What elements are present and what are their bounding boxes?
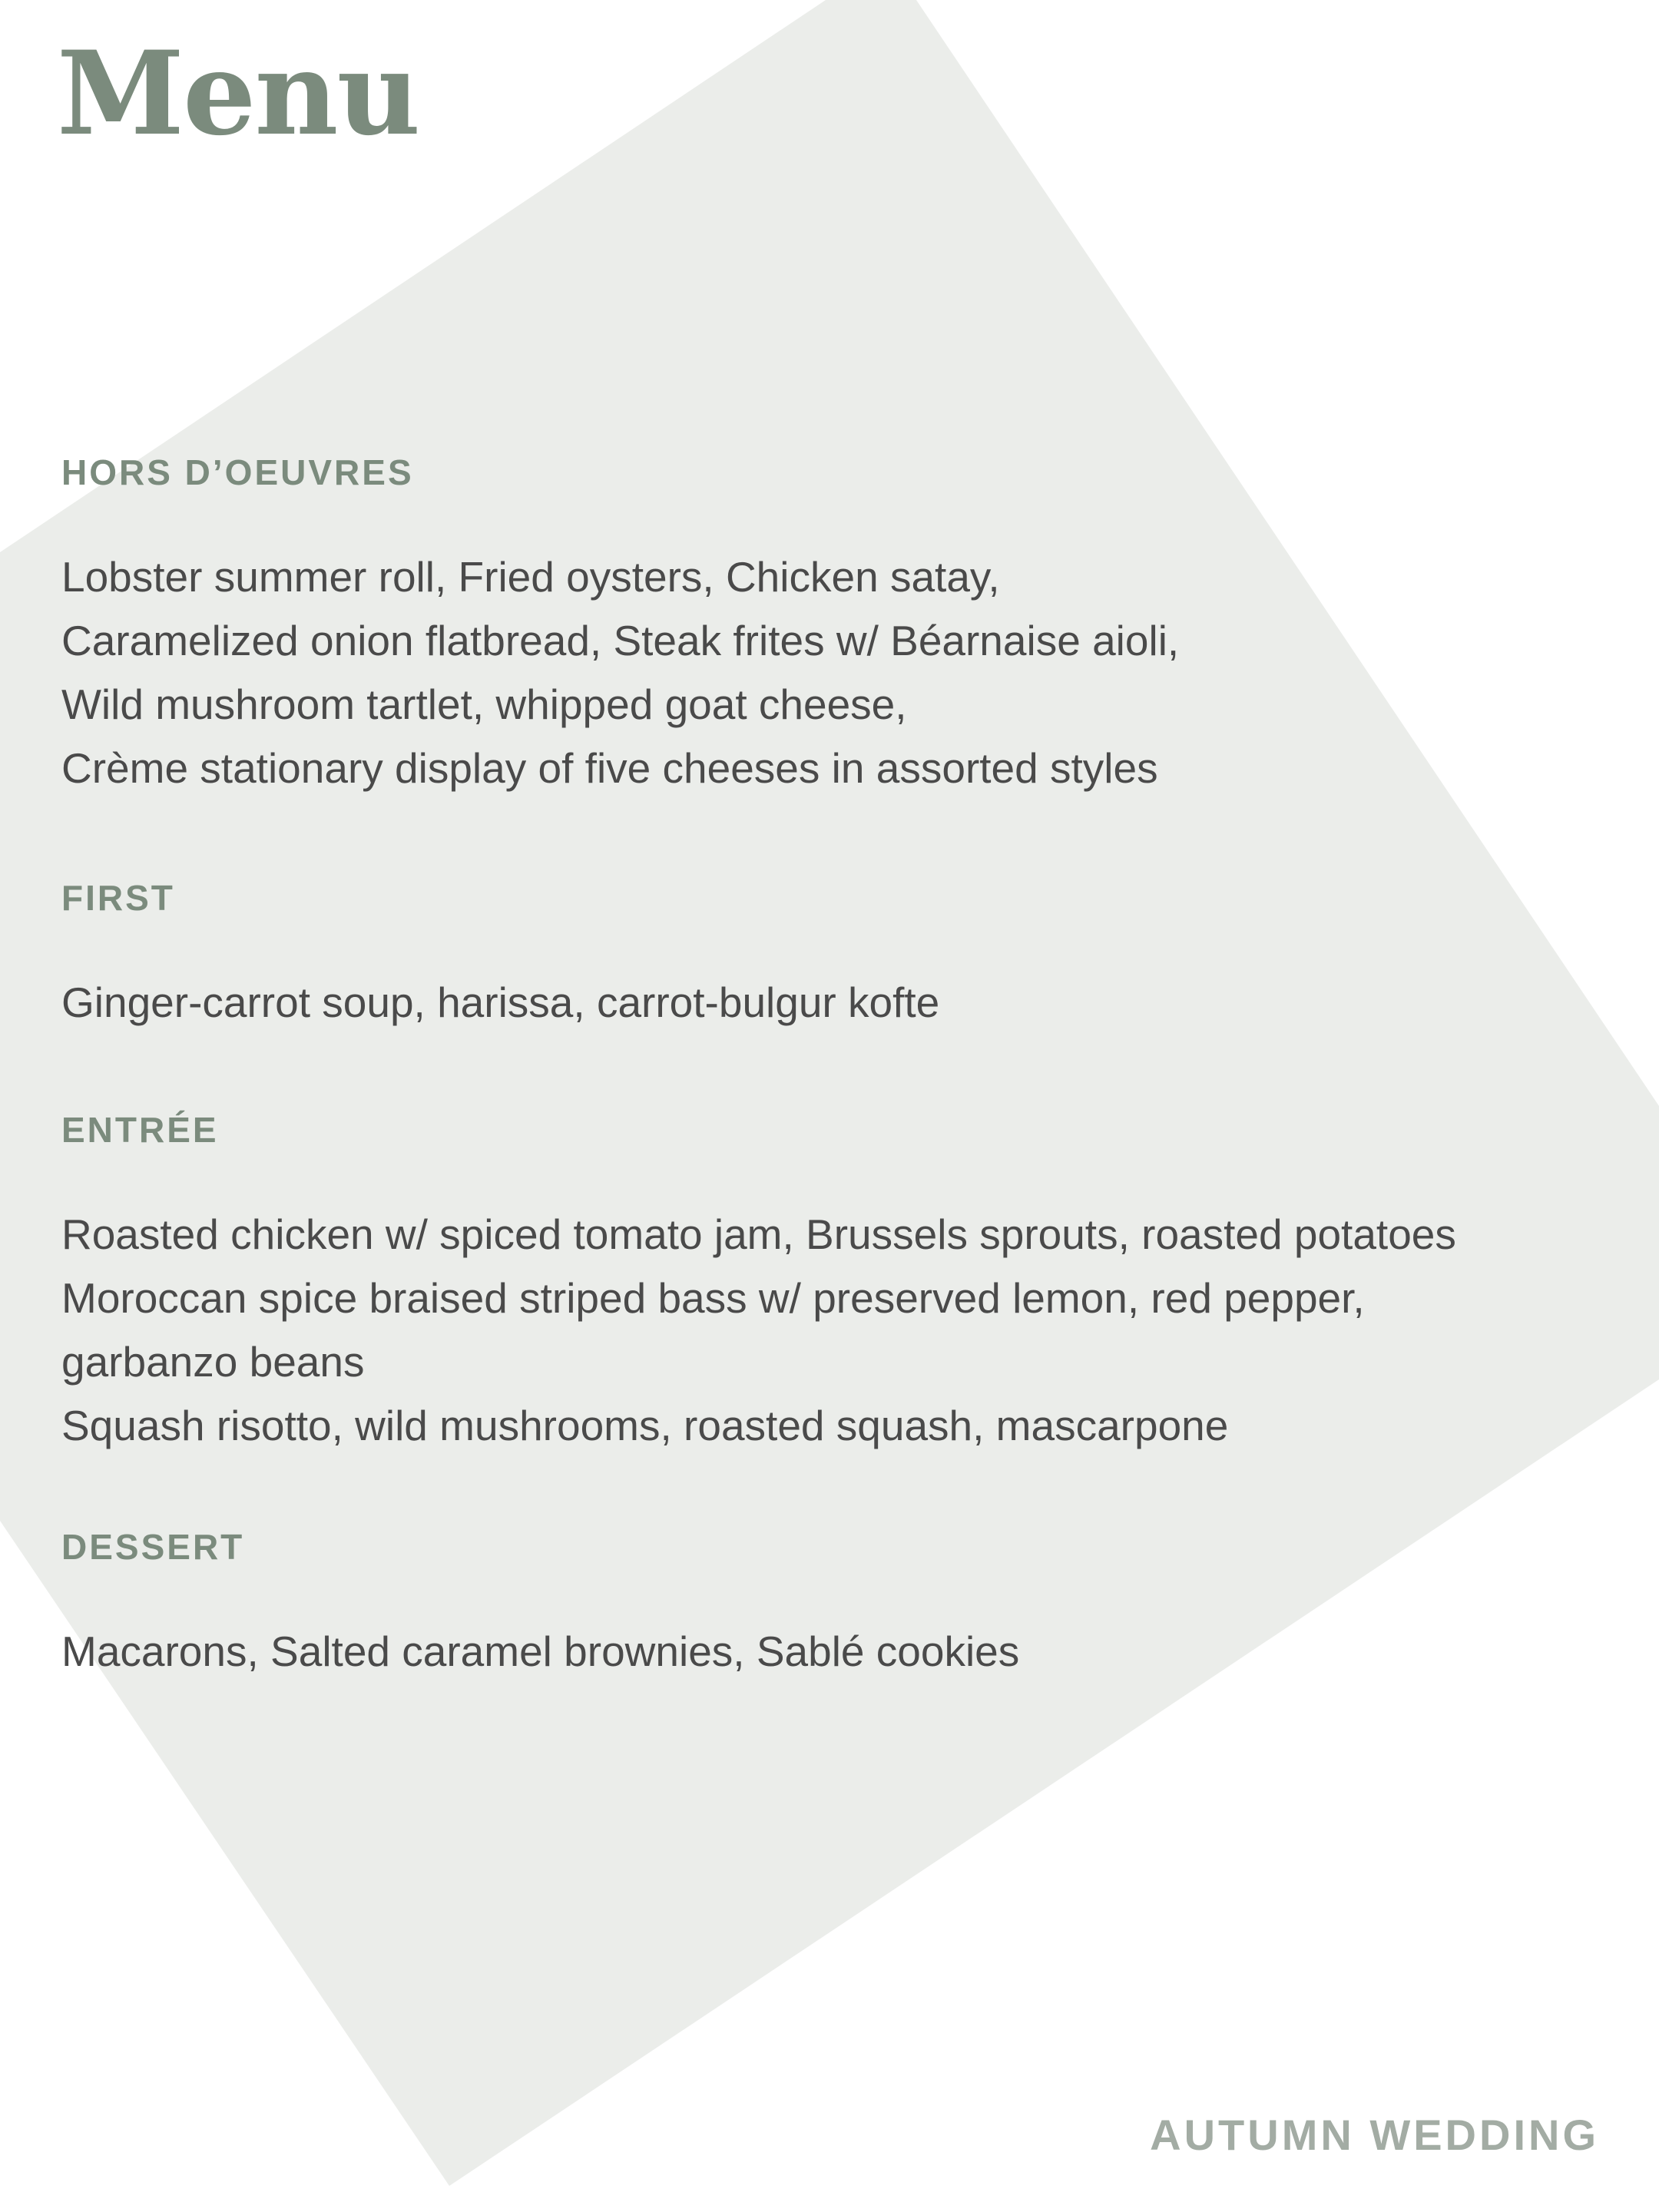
section-items	[61, 545, 1628, 800]
section-heading: DESSERT	[61, 1527, 245, 1567]
section-items	[61, 971, 1628, 1035]
section-heading: FIRST	[61, 878, 175, 918]
page-title: Menu	[57, 26, 419, 161]
menu-item: Lobster summer roll, Fried oysters, Chicken satay,	[61, 553, 1000, 601]
section-entree	[61, 1112, 1628, 1458]
section-heading: HORS D’OEUVRES	[61, 452, 414, 492]
menu-item: Ginger-carrot soup, harissa, carrot-bulgur kofte	[61, 979, 940, 1026]
section-heading: ENTRÉE	[61, 1110, 219, 1150]
section-first	[61, 880, 1628, 1035]
menu-item: garbanzo beans	[61, 1338, 365, 1386]
footer-label: AUTUMN WEDDING	[1150, 2111, 1599, 2159]
menu-item: Wild mushroom tartlet, whipped goat cheese,	[61, 680, 907, 728]
menu-item: Moroccan spice braised striped bass w/ preserved lemon, red pepper,	[61, 1274, 1365, 1322]
section-dessert	[61, 1529, 1628, 1684]
section-items	[61, 1203, 1628, 1458]
menu-item: Caramelized onion flatbread, Steak frites w/ Béarnaise aioli,	[61, 617, 1180, 664]
menu-item: Macarons, Salted caramel brownies, Sablé cookies	[61, 1628, 1020, 1675]
menu-item: Crème stationary display of five cheeses in assorted styles	[61, 744, 1158, 792]
menu-item: Squash risotto, wild mushrooms, roasted squash, mascarpone	[61, 1402, 1229, 1449]
section-items	[61, 1620, 1628, 1684]
menu-item: Roasted chicken w/ spiced tomato jam, Brussels sprouts, roasted potatoes	[61, 1210, 1456, 1258]
section-hors-doeuvres	[61, 452, 1628, 800]
